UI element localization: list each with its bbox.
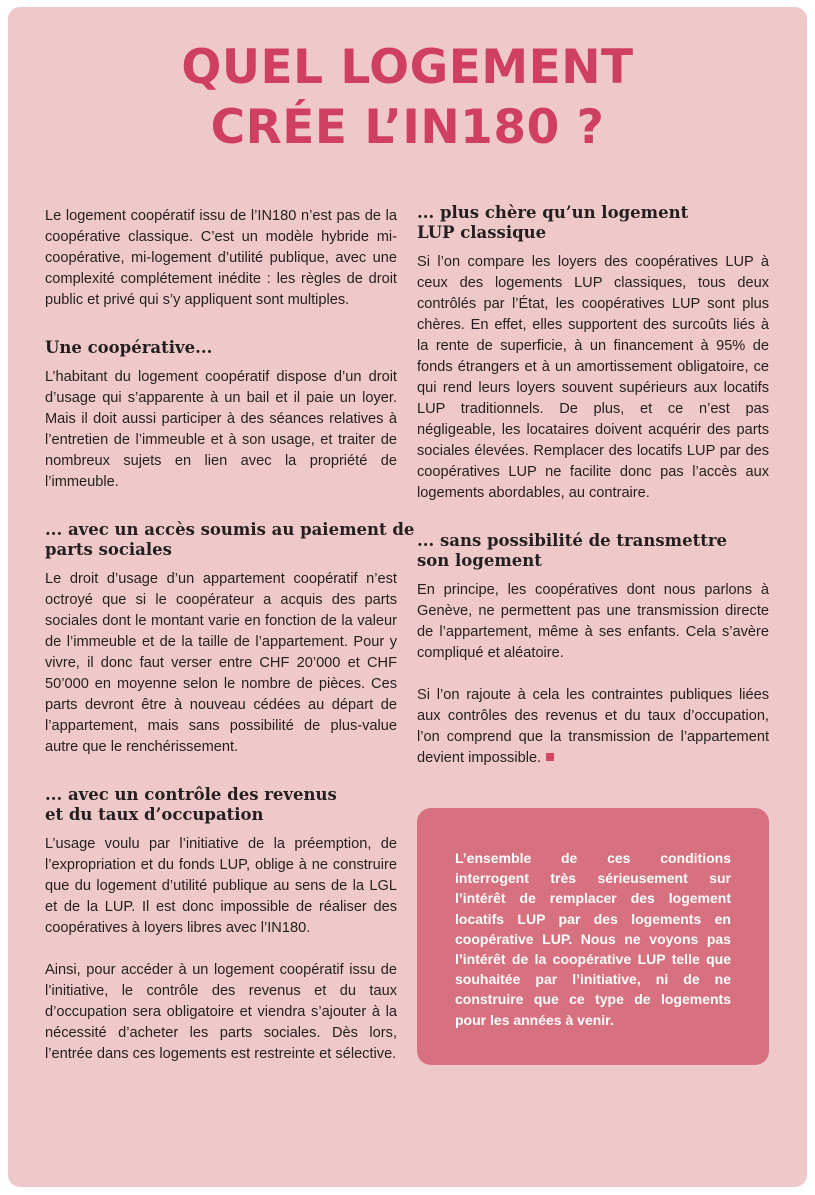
section-heading-transmission [417,531,769,571]
end-of-article-mark [546,753,554,761]
right-column [417,203,769,769]
section-parts-sociales-body: Le droit d’usage d’un appartement coopératif n’est octroyé que si le coopérateur a acquis des parts sociales dont le montant varie en fonction de la valeur de l’immeuble et de la taille de l’appartement. Pour y vivre, il donc faut verser entre CHF 20’000 et CHF 50’000 en moyenne selon le nombre de pièces. Ces parts devront être à nouveau cédées au départ de l’appartement, mais sans possibilité de plus-value autre que le renchérissement. [45,571,397,755]
section-heading-parts-sociales-line-2: parts sociales [45,540,172,559]
section-heading-transmission-line-2: son logement [417,551,542,570]
section-heading-plus-chere-line-1: ... plus chère qu’un logement [417,203,689,222]
section-transmission-body-2 [417,685,769,769]
page-title [0,38,815,158]
section-heading-controle-revenus [45,785,397,825]
section-heading-cooperative-text: Une coopérative... [45,338,213,357]
section-heading-controle-revenus-line-2: et du taux d’occupation [45,805,264,824]
section-heading-cooperative [45,338,397,358]
section-heading-parts-sociales [45,520,415,560]
intro-paragraph: Le logement coopératif issu de l’IN180 n’est pas de la coopérative classique. C’est un modèle hybride mi-coopérative, mi-logement d’utilité publique, avec une complexité complétement inédite : les règles de droit public et privé qui s’y appliquent sont multiples. [45,208,397,308]
left-column [45,206,415,1065]
callout-text: L’ensemble de ces conditions interrogent très sérieusement sur l’intérêt de remplacer des logement locatifs LUP par des logements en coopérative LUP. Nous ne voyons pas l’intérêt de la coopérative LUP telle que souhaitée par l’initiative, ni de ne construire que ce type de logements pour les années à venir. [455,850,731,1028]
section-controle-revenus-body-1: L’usage voulu par l’initiative de la préemption, de l’expropriation et du fonds LUP, oblige à ne construire que du logement d’utilité publique au sens de la LGL et de la LUP. Il est donc impossible de réaliser des coopératives à loyers libres avec l’IN180. [45,836,397,936]
section-transmission-body-2-text: Si l’on rajoute à cela les contraintes publiques liées aux contrôles des revenus et du taux d’occupation, l’on comprend que la transmission de l’appartement devient impossible. [417,687,769,766]
callout-box [417,808,769,1065]
page-title-line-2: CRÉE L’IN180 ? [210,100,605,155]
page-title-line-1: QUEL LOGEMENT [181,40,634,95]
section-heading-plus-chere [417,203,769,243]
section-heading-transmission-line-1: ... sans possibilité de transmettre [417,531,728,550]
section-heading-parts-sociales-line-1: ... avec un accès soumis au paiement de [45,520,415,539]
section-heading-plus-chere-line-2: LUP classique [417,223,547,242]
section-cooperative-body: L’habitant du logement coopératif dispose d’un droit d’usage qui s’apparente à un bail et il paie un loyer. Mais il doit aussi participer à des séances relatives à l’entretien de l’immeuble et à son usage, et traiter de nombreux sujets en lien avec la propriété de l’immeuble. [45,369,397,490]
section-controle-revenus-body-2: Ainsi, pour accéder à un logement coopératif issu de l’initiative, le contrôle des revenus et du taux d’occupation sera obligatoire et viendra s’ajouter à la nécessité d’acheter les parts sociales. Dès lors, l’entrée dans ces logements est restreinte et sélective. [45,962,397,1062]
section-transmission-body-1: En principe, les coopératives dont nous parlons à Genève, ne permettent pas une transmission directe de l’appartement, même à ses enfants. Cela s’avère compliqué et aléatoire. [417,582,769,661]
section-heading-controle-revenus-line-1: ... avec un contrôle des revenus [45,785,337,804]
section-plus-chere-body: Si l’on compare les loyers des coopératives LUP à ceux des logements LUP classiques, tous deux contrôlés par l’État, les coopératives LUP sont plus chères. En effet, elles supportent des surcoûts liés à la rente de superficie, à un financement à 95% de fonds étrangers et à un amortissement obligatoire, ce qui rend leurs loyers souvent supérieurs aux locatifs LUP traditionnels. De plus, et ce n’est pas négligeable, les locataires doivent acquérir des parts sociales élevées. Remplacer des locatifs LUP par des coopératives LUP ne facilite donc pas l’accès aux logements abordables, au contraire. [417,254,769,501]
